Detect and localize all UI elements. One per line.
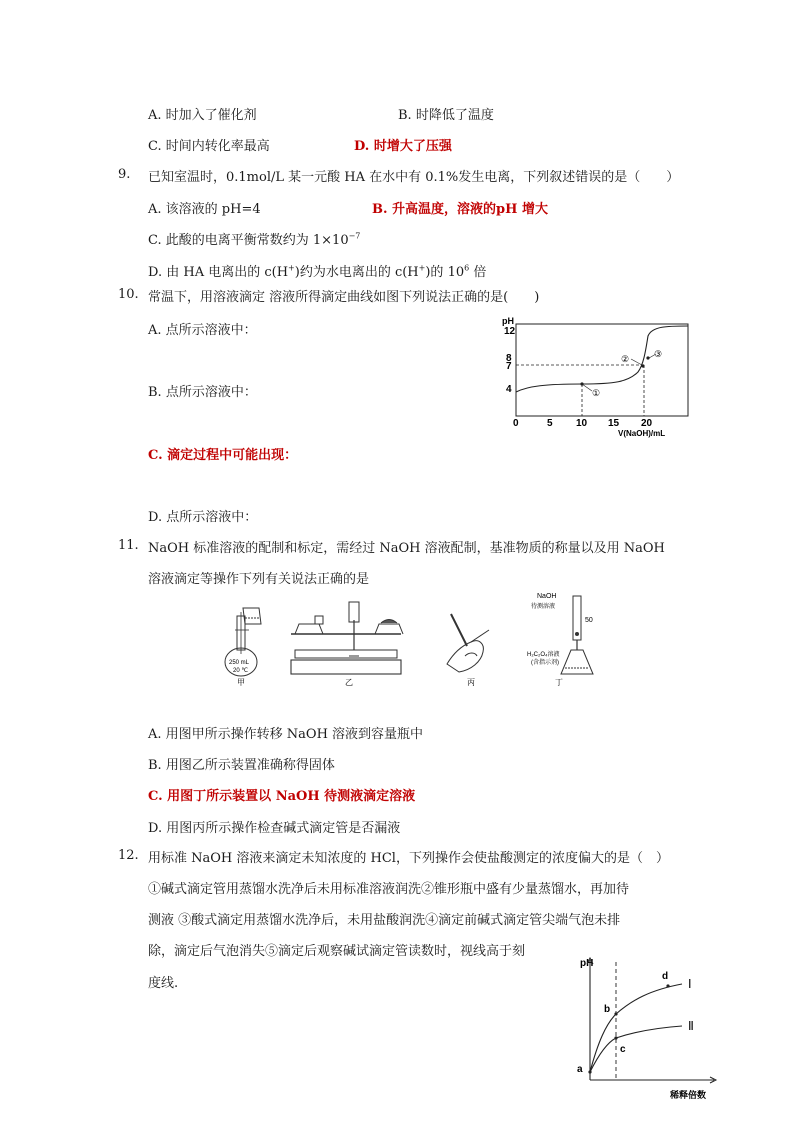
titration-xtick-20: 20 [641, 418, 653, 429]
titration-xtick-15: 15 [608, 418, 620, 429]
q9-option-d: D. 由 HA 电离出的 c(H+)约为水电离出的 c(H+)的 $10^6$ 倍 [148, 263, 487, 280]
q9-option-a: A. 该溶液的 pH=4 [148, 202, 261, 217]
titration-ytick-12: 12 [504, 326, 516, 337]
titration-point-3-label: ③ [654, 349, 663, 359]
fig-jia-flask-volume: 250 mL [229, 660, 250, 666]
dilution-point-c-label: c [620, 1044, 626, 1055]
titration-leader-1 [582, 384, 592, 391]
fig-ding-burette-mark: 50 [585, 617, 593, 624]
fig-jia-label: 甲 [237, 678, 245, 686]
titration-point-2-label: ② [621, 354, 630, 364]
apparatus-figure [215, 590, 605, 686]
dilution-point-a-label: a [577, 1064, 583, 1075]
q11-option-d: D. 用图丙所示操作检查碱式滴定管是否漏液 [148, 821, 401, 836]
titration-xtick-10: 10 [576, 418, 588, 429]
titration-ytick-4: 4 [506, 384, 512, 395]
fig-ding-acid-sub: (含指示剂) [531, 660, 559, 666]
q10-number: 10. [118, 287, 139, 302]
dilution-point-c [614, 1036, 617, 1039]
q10-stem: 常温下，用溶液滴定 溶液所得滴定曲线如图下列说法正确的是( ) [148, 290, 540, 305]
fig-bing-hand [447, 614, 489, 672]
q12-stem: 用标准 NaOH 溶液来滴定未知浓度的 HCl，下列操作会使盐酸测定的浓度偏大的是（ ） [148, 851, 669, 866]
q10-option-a: A. 点所示溶液中： [148, 323, 257, 338]
fig-ding-acid: H₂C₂O₄溶液 [527, 652, 560, 658]
q8-option-b: B. 时降低了温度 [398, 108, 494, 123]
q9-number: 9. [118, 167, 131, 182]
fig-ding-label: 丁 [555, 678, 563, 686]
titration-xtick-0: 0 [513, 418, 519, 429]
titration-xlabel: V(NaOH)/mL [618, 429, 666, 438]
dilution-xlabel: 稀释倍数 [670, 1090, 707, 1100]
q12-line4: 除，滴定后气泡消失⑤滴定后观察碱试滴定管读数时，视线高于刻 [148, 944, 526, 959]
dilution-ylabel: pH [580, 958, 594, 969]
titration-point-1-label: ① [592, 388, 601, 398]
q8-option-d: D. 时增大了压强 [354, 139, 452, 154]
q8-option-c: C. 时间内转化率最高 [148, 139, 270, 154]
dilution-series-2-label: Ⅱ [688, 1019, 694, 1033]
fig-ding-titration [527, 593, 593, 674]
q9-option-b: B. 升高温度，溶液的pH 增大 [372, 202, 548, 217]
dilution-point-d-label: d [662, 971, 669, 982]
fig-ding-naoh: NaOH [537, 593, 557, 600]
q11-option-b: B. 用图乙所示装置准确称得固体 [148, 758, 335, 773]
dilution-point-a [588, 1070, 591, 1073]
q11-option-a: A. 用图甲所示操作转移 NaOH 溶液到容量瓶中 [148, 727, 424, 742]
dilution-point-b [614, 1012, 617, 1015]
q11-option-c: C. 用图丁所示装置以 NaOH 待测液滴定溶液 [148, 789, 416, 804]
titration-leader-2 [631, 359, 642, 365]
dilution-ph-chart [570, 952, 720, 1102]
q12-number: 12. [118, 848, 139, 863]
q12-line3: 测液 ③酸式滴定用蒸馏水洗净后，未用盐酸润洗④滴定前碱式滴定管尖端气泡未排 [148, 913, 621, 928]
fig-yi-label: 乙 [345, 678, 353, 686]
q10-option-c: C. 滴定过程中可能出现： [148, 448, 298, 463]
q10-option-d: D. 点所示溶液中： [148, 510, 258, 525]
dilution-point-b-label: b [604, 1004, 611, 1015]
fig-ding-naoh-sub: 待测溶液 [531, 604, 556, 610]
fig-bing-label: 丙 [467, 678, 475, 686]
titration-curve-line [516, 326, 688, 392]
q8-option-a: A. 时加入了催化剂 [148, 108, 257, 123]
q11-stem-line1: NaOH 标准溶液的配制和标定，需经过 NaOH 溶液配制，基准物质的称量以及用 NaOH [148, 541, 665, 556]
dilution-curve-1 [590, 984, 682, 1072]
titration-ylabel: pH [502, 316, 514, 326]
fig-jia-flask-temp: 20 ℃ [233, 668, 249, 674]
titration-axes-frame [516, 324, 688, 416]
q12-line5: 度线. [148, 976, 179, 991]
titration-curve-chart [496, 312, 696, 438]
titration-ytick-7: 7 [506, 361, 512, 372]
dilution-series-1-label: Ⅰ [688, 977, 692, 991]
titration-xtick-5: 5 [547, 418, 553, 429]
fig-yi-balance [291, 602, 403, 674]
q10-option-b: B. 点所示溶液中： [148, 385, 257, 400]
titration-ytick-8: 8 [506, 353, 512, 364]
q11-number: 11. [118, 538, 139, 553]
q9-stem: 已知室温时，0.1mol/L 某一元酸 HA 在水中有 0.1%发生电离，下列叙述错误的是（ ） [148, 170, 680, 185]
q12-line2: ①碱式滴定管用蒸馏水洗净后未用标准溶液润洗②锥形瓶中盛有少量蒸馏水，再加待 [148, 882, 630, 897]
q9-option-c: C. 此酸的电离平衡常数约为 $1\times 10^{-7}$ [148, 231, 361, 248]
q11-stem-line2: 溶液滴定等操作下列有关说法正确的是 [148, 572, 370, 587]
dilution-point-d [666, 984, 669, 987]
fig-jia-volumetric-flask [225, 608, 261, 676]
